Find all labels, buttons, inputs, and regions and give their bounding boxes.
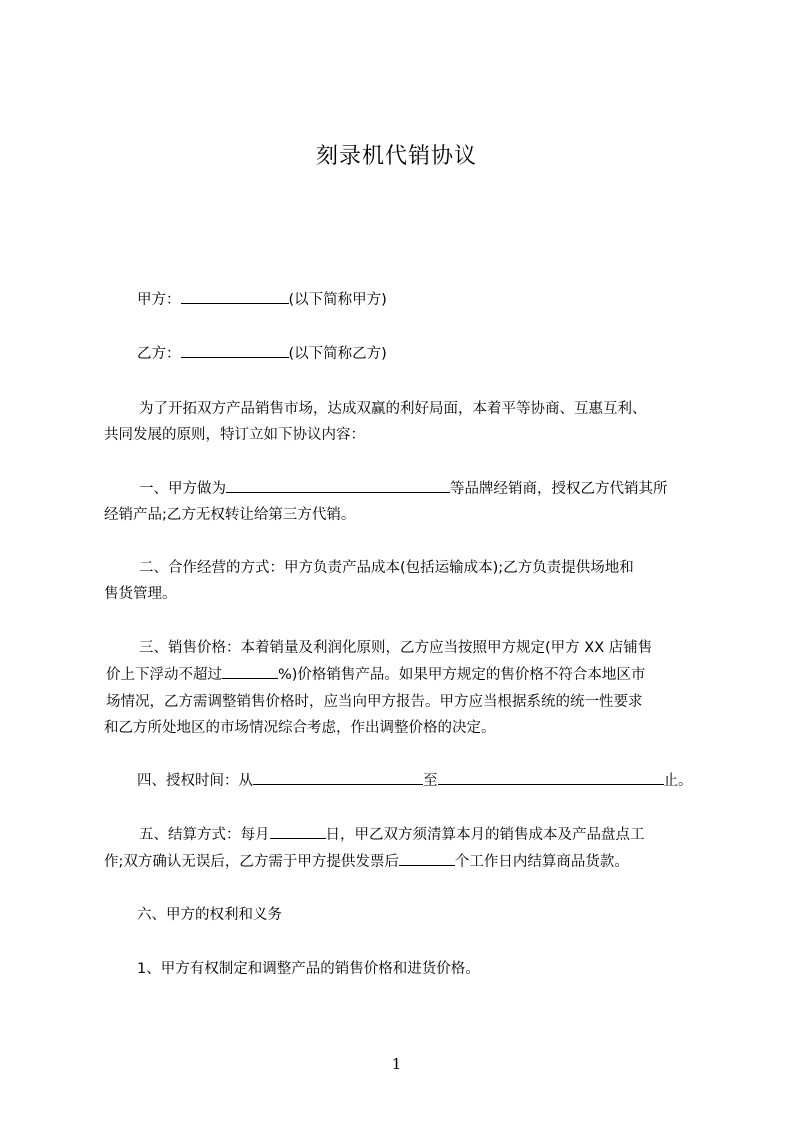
clause-1-brand-blank bbox=[226, 477, 450, 493]
clause-2-line-1: 二、合作经营的方式：甲方负责产品成本(包括运输成本);乙方负责提供场地和 bbox=[139, 560, 634, 576]
document-title: 刻录机代销协议 bbox=[315, 144, 477, 169]
clause-4-line bbox=[137, 766, 693, 796]
clause-5-middle: 日，甲乙双方须清算本月的销售成本及产品盘点工 bbox=[325, 827, 645, 843]
clause-5-line-2-prefix: 作;双方确认无误后，乙方需于甲方提供发票后 bbox=[104, 854, 399, 870]
clause-4-prefix: 四、授权时间：从 bbox=[137, 773, 253, 789]
party-a-line bbox=[137, 285, 387, 315]
clause-3-line-2 bbox=[106, 660, 645, 690]
party-a-label: 甲方： bbox=[137, 292, 181, 308]
clause-3-percent-blank bbox=[222, 663, 278, 679]
clause-1-suffix: 等品牌经销商，授权乙方代销其所 bbox=[450, 481, 668, 497]
party-a-blank bbox=[181, 288, 289, 304]
clause-3-line-4: 和乙方所处地区的市场情况综合考虑，作出调整价格的决定。 bbox=[104, 720, 496, 736]
clause-3-line-3: 场情况，乙方需调整销售价格时，应当向甲方报告。甲方应当根据系统的统一性要求 bbox=[106, 694, 643, 710]
section-6-item-1: 1、甲方有权制定和调整产品的销售价格和进货价格。 bbox=[137, 961, 480, 977]
party-a-suffix: (以下简称甲方) bbox=[288, 292, 387, 308]
clause-1-line-2: 经销产品;乙方无权转让给第三方代销。 bbox=[104, 507, 356, 523]
party-b-label: 乙方： bbox=[137, 346, 181, 362]
clause-3-line-2-prefix: 价上下浮动不超过 bbox=[106, 667, 222, 683]
clause-4-start-blank bbox=[253, 769, 423, 785]
clause-1-prefix: 一、甲方做为 bbox=[139, 481, 226, 497]
clause-2-line-2: 售货管理。 bbox=[104, 586, 177, 602]
party-b-blank bbox=[181, 342, 289, 358]
clause-3-line-1: 三、销售价格：本着销量及利润化原则，乙方应当按照甲方规定(甲方 XX 店铺售 bbox=[139, 640, 653, 656]
clause-5-line-1 bbox=[139, 820, 645, 850]
clause-3-line-2-suffix: %)价格销售产品。如果甲方规定的售价格不符合本地区市 bbox=[278, 667, 646, 683]
clause-4-suffix: 止。 bbox=[663, 773, 693, 789]
page-number: 1 bbox=[391, 1055, 402, 1073]
section-6-heading: 六、甲方的权利和义务 bbox=[137, 907, 282, 923]
intro-line-2: 共同发展的原则，特订立如下协议内容： bbox=[104, 427, 365, 443]
party-b-suffix: (以下简称乙方) bbox=[288, 346, 387, 362]
party-b-line bbox=[137, 339, 387, 369]
clause-5-line-2-suffix: 个工作日内结算商品货款。 bbox=[454, 854, 629, 870]
clause-5-prefix: 五、结算方式：每月 bbox=[139, 827, 270, 843]
clause-5-workdays-blank bbox=[399, 850, 455, 866]
clause-4-middle: 至 bbox=[423, 773, 438, 789]
clause-4-end-blank bbox=[438, 769, 664, 785]
clause-5-line-2 bbox=[104, 847, 629, 877]
intro-line-1: 为了开拓双方产品销售市场，达成双赢的利好局面，本着平等协商、互惠互利、 bbox=[139, 401, 647, 417]
clause-5-day-blank bbox=[270, 823, 326, 839]
